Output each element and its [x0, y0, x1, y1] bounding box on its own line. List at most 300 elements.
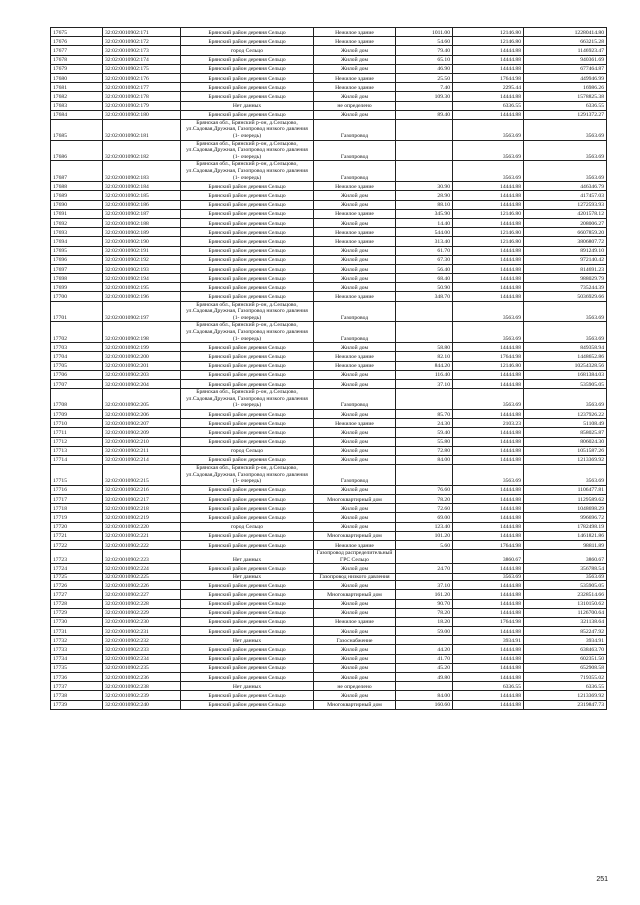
address-cell: Брянский район деревня Сельцо: [181, 37, 314, 46]
area-cell: 44.20: [396, 645, 453, 654]
address-cell: Брянская обл., Брянский р-он, д.Сельцово, ул.Садовая,Дружная, Газопровод низкого давления (1- очередь): [181, 301, 314, 322]
table-row: [51, 513, 607, 522]
row-number-cell: 17700: [51, 292, 103, 301]
table-row: [51, 322, 607, 343]
area-cell: 160.60: [396, 700, 453, 709]
unit-value-cell: 17644.98: [453, 73, 524, 82]
table-row: [51, 64, 607, 73]
object-type-cell: Нежилое здание: [314, 73, 396, 82]
unit-value-cell: 2103.23: [453, 419, 524, 428]
row-number-cell: 17697: [51, 264, 103, 273]
cadastral-number-cell: 32:02:0010902:188: [103, 218, 181, 227]
table-row: [51, 627, 607, 636]
cadastral-value-cell: 417457.03: [524, 191, 607, 200]
table-row: [51, 92, 607, 101]
row-number-cell: 17720: [51, 522, 103, 531]
object-type-cell: Нежилое здание: [314, 237, 396, 246]
table-row: [51, 581, 607, 590]
unit-value-cell: 14444.88: [453, 274, 524, 283]
cadastral-value-cell: 3563.69: [524, 119, 607, 140]
cadastral-value-cell: 849358.94: [524, 343, 607, 352]
object-type-cell: Жилой дом: [314, 379, 396, 388]
unit-value-cell: 14444.88: [453, 264, 524, 273]
cadastral-value-cell: 972140.42: [524, 255, 607, 264]
object-type-cell: Жилой дом: [314, 92, 396, 101]
row-number-cell: 17719: [51, 513, 103, 522]
object-type-cell: Нежилое здание: [314, 617, 396, 626]
unit-value-cell: 12146.80: [453, 237, 524, 246]
row-number-cell: 17734: [51, 654, 103, 663]
table-row: [51, 264, 607, 273]
unit-value-cell: 14444.88: [453, 513, 524, 522]
address-cell: Брянская обл., Брянский р-он, д.Сельцово, ул.Садовая,Дружная, Газопровод низкого давления (1- очередь): [181, 119, 314, 140]
object-type-cell: Нежилое здание: [314, 83, 396, 92]
cadastral-value-cell: 449946.99: [524, 73, 607, 82]
cadastral-value-cell: 3563.69: [524, 301, 607, 322]
address-cell: Брянский район деревня Сельцо: [181, 581, 314, 590]
table-row: [51, 361, 607, 370]
address-cell: Нет данных: [181, 101, 314, 110]
cadastral-value-cell: 3563.69: [524, 389, 607, 410]
table-row: [51, 608, 607, 617]
table-row: [51, 700, 607, 709]
area-cell: 5.60: [396, 540, 453, 549]
table-row: [51, 654, 607, 663]
table-row: [51, 370, 607, 379]
address-cell: Брянский район деревня Сельцо: [181, 274, 314, 283]
cadastral-value-cell: 1448652.86: [524, 352, 607, 361]
cadastral-value-cell: 1126700.64: [524, 608, 607, 617]
row-number-cell: 17676: [51, 37, 103, 46]
cadastral-value-cell: 1146923.47: [524, 46, 607, 55]
address-cell: Брянский район деревня Сельцо: [181, 617, 314, 626]
area-cell: 116.40: [396, 370, 453, 379]
object-type-cell: Жилой дом: [314, 522, 396, 531]
cadastral-value-cell: 1106477.81: [524, 485, 607, 494]
cadastral-number-cell: 32:02:0010902:224: [103, 564, 181, 573]
address-cell: Брянская обл., Брянский р-он, д.Сельцово, ул.Садовая,Дружная, Газопровод низкого давления (1- очередь): [181, 140, 314, 161]
area-cell: [396, 140, 453, 161]
cadastral-value-cell: 208006.27: [524, 218, 607, 227]
table-row: [51, 522, 607, 531]
unit-value-cell: 14444.88: [453, 446, 524, 455]
object-type-cell: Многоквартирный дом: [314, 495, 396, 504]
object-type-cell: не определено: [314, 101, 396, 110]
row-number-cell: 17687: [51, 161, 103, 182]
cadastral-number-cell: 32:02:0010902:197: [103, 301, 181, 322]
object-type-cell: Нежилое здание: [314, 182, 396, 191]
row-number-cell: 17698: [51, 274, 103, 283]
row-number-cell: 17686: [51, 140, 103, 161]
cadastral-value-cell: 10254328.56: [524, 361, 607, 370]
cadastral-number-cell: 32:02:0010902:240: [103, 700, 181, 709]
cadastral-value-cell: 858025.87: [524, 428, 607, 437]
address-cell: Брянский район деревня Сельцо: [181, 292, 314, 301]
cadastral-value-cell: 1048698.29: [524, 504, 607, 513]
area-cell: [396, 101, 453, 110]
address-cell: Брянский район деревня Сельцо: [181, 246, 314, 255]
cadastral-number-cell: 32:02:0010902:227: [103, 590, 181, 599]
cadastral-value-cell: 988029.79: [524, 274, 607, 283]
cadastral-value-cell: 996696.72: [524, 513, 607, 522]
table-row: [51, 590, 607, 599]
address-cell: Брянский район деревня Сельцо: [181, 191, 314, 200]
object-type-cell: Жилой дом: [314, 437, 396, 446]
table-row: [51, 645, 607, 654]
area-cell: 14.40: [396, 218, 453, 227]
row-number-cell: 17724: [51, 564, 103, 573]
area-cell: 54.60: [396, 37, 453, 46]
row-number-cell: 17711: [51, 428, 103, 437]
address-cell: Брянский район деревня Сельцо: [181, 110, 314, 119]
row-number-cell: 17681: [51, 83, 103, 92]
area-cell: 28.90: [396, 191, 453, 200]
cadastral-number-cell: 32:02:0010902:196: [103, 292, 181, 301]
area-cell: 49.80: [396, 673, 453, 682]
table-row: [51, 540, 607, 549]
address-cell: Брянский район деревня Сельцо: [181, 218, 314, 227]
cadastral-number-cell: 32:02:0010902:192: [103, 255, 181, 264]
row-number-cell: 17703: [51, 343, 103, 352]
area-cell: 50.90: [396, 283, 453, 292]
object-type-cell: Газопровод: [314, 465, 396, 486]
unit-value-cell: 3563.69: [453, 322, 524, 343]
object-type-cell: Жилой дом: [314, 200, 396, 209]
unit-value-cell: 14444.88: [453, 700, 524, 709]
area-cell: [396, 161, 453, 182]
cadastral-number-cell: 32:02:0010902:190: [103, 237, 181, 246]
cadastral-value-cell: 3563.69: [524, 465, 607, 486]
unit-value-cell: 14444.88: [453, 46, 524, 55]
area-cell: 78.20: [396, 608, 453, 617]
table-row: [51, 200, 607, 209]
area-cell: 7.40: [396, 83, 453, 92]
row-number-cell: 17725: [51, 573, 103, 581]
cadastral-value-cell: 719355.02: [524, 673, 607, 682]
table-row: [51, 419, 607, 428]
row-number-cell: 17723: [51, 550, 103, 564]
unit-value-cell: 12146.80: [453, 28, 524, 37]
object-type-cell: Жилой дом: [314, 564, 396, 573]
table-row: [51, 83, 607, 92]
cadastral-value-cell: 6336.55: [524, 682, 607, 691]
cadastral-value-cell: 652908.58: [524, 663, 607, 672]
table-row: [51, 274, 607, 283]
object-type-cell: Газопровод: [314, 322, 396, 343]
row-number-cell: 17693: [51, 228, 103, 237]
cadastral-number-cell: 32:02:0010902:239: [103, 691, 181, 700]
cadastral-value-cell: 3563.69: [524, 140, 607, 161]
unit-value-cell: 14444.88: [453, 200, 524, 209]
cadastral-value-cell: 51108.49: [524, 419, 607, 428]
object-type-cell: Жилой дом: [314, 446, 396, 455]
row-number-cell: 17699: [51, 283, 103, 292]
row-number-cell: 17738: [51, 691, 103, 700]
table-row: [51, 140, 607, 161]
row-number-cell: 17706: [51, 370, 103, 379]
row-number-cell: 17731: [51, 627, 103, 636]
area-cell: 30.90: [396, 182, 453, 191]
cadastral-number-cell: 32:02:0010902:176: [103, 73, 181, 82]
area-cell: 72.60: [396, 504, 453, 513]
table-row: [51, 437, 607, 446]
area-cell: 41.70: [396, 654, 453, 663]
area-cell: [396, 301, 453, 322]
area-cell: 55.80: [396, 437, 453, 446]
row-number-cell: 17708: [51, 389, 103, 410]
unit-value-cell: 14444.88: [453, 522, 524, 531]
cadastral-number-cell: 32:02:0010902:234: [103, 654, 181, 663]
row-number-cell: 17729: [51, 608, 103, 617]
table-row: [51, 564, 607, 573]
cadastral-number-cell: 32:02:0010902:219: [103, 513, 181, 522]
cadastral-value-cell: 663215.28: [524, 37, 607, 46]
row-number-cell: 17692: [51, 218, 103, 227]
unit-value-cell: 3563.69: [453, 161, 524, 182]
row-number-cell: 17714: [51, 455, 103, 464]
cadastral-number-cell: 32:02:0010902:207: [103, 419, 181, 428]
table-row: [51, 343, 607, 352]
cadastral-number-cell: 32:02:0010902:199: [103, 343, 181, 352]
cadastral-number-cell: 32:02:0010902:226: [103, 581, 181, 590]
row-number-cell: 17713: [51, 446, 103, 455]
table-row: [51, 110, 607, 119]
area-cell: 24.70: [396, 564, 453, 573]
object-type-cell: Жилой дом: [314, 513, 396, 522]
cadastral-value-cell: 814691.23: [524, 264, 607, 273]
cadastral-number-cell: 32:02:0010902:230: [103, 617, 181, 626]
object-type-cell: Газопровод: [314, 161, 396, 182]
cadastral-value-cell: 6336.55: [524, 101, 607, 110]
area-cell: 109.30: [396, 92, 453, 101]
row-number-cell: 17677: [51, 46, 103, 55]
cadastral-number-cell: 32:02:0010902:210: [103, 437, 181, 446]
row-number-cell: 17683: [51, 101, 103, 110]
cadastral-value-cell: 6607859.20: [524, 228, 607, 237]
cadastral-number-cell: 32:02:0010902:198: [103, 322, 181, 343]
address-cell: Брянский район деревня Сельцо: [181, 55, 314, 64]
cadastral-value-cell: 1213369.92: [524, 691, 607, 700]
cadastral-number-cell: 32:02:0010902:231: [103, 627, 181, 636]
row-number-cell: 17709: [51, 409, 103, 418]
row-number-cell: 17690: [51, 200, 103, 209]
cadastral-number-cell: 32:02:0010902:218: [103, 504, 181, 513]
area-cell: 68.40: [396, 274, 453, 283]
unit-value-cell: 3563.69: [453, 301, 524, 322]
area-cell: 123.40: [396, 522, 453, 531]
address-cell: Брянский район деревня Сельцо: [181, 237, 314, 246]
object-type-cell: Многоквартирный дом: [314, 531, 396, 540]
row-number-cell: 17726: [51, 581, 103, 590]
cadastral-number-cell: 32:02:0010902:236: [103, 673, 181, 682]
cadastral-value-cell: 1578825.38: [524, 92, 607, 101]
cadastral-number-cell: 32:02:0010902:181: [103, 119, 181, 140]
unit-value-cell: 6336.55: [453, 101, 524, 110]
cadastral-value-cell: 3563.69: [524, 573, 607, 581]
address-cell: Брянский район деревня Сельцо: [181, 209, 314, 218]
area-cell: 85.70: [396, 409, 453, 418]
row-number-cell: 17704: [51, 352, 103, 361]
unit-value-cell: 3934.91: [453, 636, 524, 645]
table-row: [51, 379, 607, 388]
unit-value-cell: 14444.88: [453, 627, 524, 636]
area-cell: [396, 573, 453, 581]
cadastral-value-cell: 4201578.12: [524, 209, 607, 218]
unit-value-cell: 14444.88: [453, 663, 524, 672]
area-cell: 67.30: [396, 255, 453, 264]
area-cell: 58.80: [396, 343, 453, 352]
object-type-cell: Нежилое здание: [314, 361, 396, 370]
area-cell: 61.70: [396, 246, 453, 255]
address-cell: Брянский район деревня Сельцо: [181, 608, 314, 617]
unit-value-cell: 14444.88: [453, 590, 524, 599]
table-row: [51, 191, 607, 200]
address-cell: Нет данных: [181, 682, 314, 691]
unit-value-cell: 14444.88: [453, 581, 524, 590]
unit-value-cell: 14444.88: [453, 379, 524, 388]
cadastral-value-cell: 535905.05: [524, 379, 607, 388]
row-number-cell: 17712: [51, 437, 103, 446]
address-cell: Брянский район деревня Сельцо: [181, 92, 314, 101]
object-type-cell: Жилой дом: [314, 246, 396, 255]
address-cell: Брянская обл., Брянский р-он, д.Сельцово, ул.Садовая,Дружная, Газопровод низкого давления (1- очередь): [181, 465, 314, 486]
cadastral-number-cell: 32:02:0010902:221: [103, 531, 181, 540]
unit-value-cell: 14444.88: [453, 191, 524, 200]
unit-value-cell: 14444.88: [453, 255, 524, 264]
page-number: 251: [596, 876, 608, 883]
cadastral-number-cell: 32:02:0010902:205: [103, 389, 181, 410]
table-row: [51, 161, 607, 182]
cadastral-number-cell: 32:02:0010902:214: [103, 455, 181, 464]
table-row: [51, 673, 607, 682]
unit-value-cell: 14444.88: [453, 370, 524, 379]
cadastral-value-cell: 2319847.73: [524, 700, 607, 709]
cadastral-number-cell: 32:02:0010902:200: [103, 352, 181, 361]
table-row: [51, 636, 607, 645]
address-cell: Брянский район деревня Сельцо: [181, 379, 314, 388]
object-type-cell: Жилой дом: [314, 55, 396, 64]
unit-value-cell: 14444.88: [453, 691, 524, 700]
object-type-cell: Жилой дом: [314, 274, 396, 283]
address-cell: Брянский район деревня Сельцо: [181, 531, 314, 540]
cadastral-value-cell: 321138.64: [524, 617, 607, 626]
object-type-cell: Жилой дом: [314, 191, 396, 200]
cadastral-number-cell: 32:02:0010902:189: [103, 228, 181, 237]
row-number-cell: 17694: [51, 237, 103, 246]
unit-value-cell: 2295.44: [453, 83, 524, 92]
row-number-cell: 17680: [51, 73, 103, 82]
address-cell: Брянский район деревня Сельцо: [181, 513, 314, 522]
cadastral-number-cell: 32:02:0010902:178: [103, 92, 181, 101]
object-type-cell: Газоснабжение: [314, 636, 396, 645]
unit-value-cell: 17644.98: [453, 617, 524, 626]
object-type-cell: Жилой дом: [314, 428, 396, 437]
object-type-cell: Нежилое здание: [314, 352, 396, 361]
table-row: [51, 182, 607, 191]
cadastral-number-cell: 32:02:0010902:203: [103, 370, 181, 379]
cadastral-number-cell: 32:02:0010902:206: [103, 409, 181, 418]
address-cell: Брянский район деревня Сельцо: [181, 645, 314, 654]
table-row: [51, 28, 607, 37]
object-type-cell: Жилой дом: [314, 46, 396, 55]
object-type-cell: Газопровод: [314, 389, 396, 410]
table-row: [51, 550, 607, 564]
area-cell: 78.20: [396, 495, 453, 504]
address-cell: Брянский район деревня Сельцо: [181, 700, 314, 709]
unit-value-cell: 14444.88: [453, 437, 524, 446]
row-number-cell: 17717: [51, 495, 103, 504]
area-cell: 37.10: [396, 581, 453, 590]
unit-value-cell: 14444.88: [453, 343, 524, 352]
table-row: [51, 485, 607, 494]
table-row: [51, 573, 607, 581]
cadastral-number-cell: 32:02:0010902:235: [103, 663, 181, 672]
area-cell: 69.00: [396, 513, 453, 522]
cadastral-value-cell: 1681384.03: [524, 370, 607, 379]
unit-value-cell: 14444.88: [453, 673, 524, 682]
area-cell: 46.90: [396, 64, 453, 73]
cadastral-value-cell: 940361.69: [524, 55, 607, 64]
table-row: [51, 495, 607, 504]
unit-value-cell: 3860.67: [453, 550, 524, 564]
area-cell: 56.40: [396, 264, 453, 273]
table-row: [51, 682, 607, 691]
area-cell: [396, 119, 453, 140]
cadastral-value-cell: 806024.30: [524, 437, 607, 446]
cadastral-number-cell: 32:02:0010902:222: [103, 540, 181, 549]
row-number-cell: 17728: [51, 599, 103, 608]
cadastral-value-cell: 1237926.22: [524, 409, 607, 418]
cadastral-number-cell: 32:02:0010902:209: [103, 428, 181, 437]
cadastral-value-cell: 1291372.27: [524, 110, 607, 119]
table-row: [51, 119, 607, 140]
object-type-cell: Нежилое здание: [314, 292, 396, 301]
cadastral-number-cell: 32:02:0010902:204: [103, 379, 181, 388]
object-type-cell: Жилой дом: [314, 485, 396, 494]
cadastral-number-cell: 32:02:0010902:229: [103, 608, 181, 617]
area-cell: 59.40: [396, 428, 453, 437]
table-row: [51, 292, 607, 301]
area-cell: 76.60: [396, 485, 453, 494]
table-row: [51, 283, 607, 292]
address-cell: Нет данных: [181, 550, 314, 564]
cadastral-value-cell: 735244.39: [524, 283, 607, 292]
row-number-cell: 17689: [51, 191, 103, 200]
table-row: [51, 37, 607, 46]
table-row: [51, 237, 607, 246]
cadastral-number-cell: 32:02:0010902:185: [103, 191, 181, 200]
unit-value-cell: 14444.88: [453, 608, 524, 617]
address-cell: город Сельцо: [181, 46, 314, 55]
address-cell: Брянский район деревня Сельцо: [181, 64, 314, 73]
area-cell: [396, 465, 453, 486]
unit-value-cell: 14444.88: [453, 645, 524, 654]
area-cell: 82.10: [396, 352, 453, 361]
cadastral-number-cell: 32:02:0010902:180: [103, 110, 181, 119]
row-number-cell: 17701: [51, 301, 103, 322]
cadastral-number-cell: 32:02:0010902:174: [103, 55, 181, 64]
unit-value-cell: 14444.88: [453, 428, 524, 437]
cadastral-number-cell: 32:02:0010902:173: [103, 46, 181, 55]
area-cell: 25.50: [396, 73, 453, 82]
table-row: [51, 246, 607, 255]
object-type-cell: Нежилое здание: [314, 209, 396, 218]
row-number-cell: 17696: [51, 255, 103, 264]
area-cell: [396, 550, 453, 564]
cadastral-value-cell: 1782498.19: [524, 522, 607, 531]
area-cell: [396, 682, 453, 691]
area-cell: 1011.00: [396, 28, 453, 37]
